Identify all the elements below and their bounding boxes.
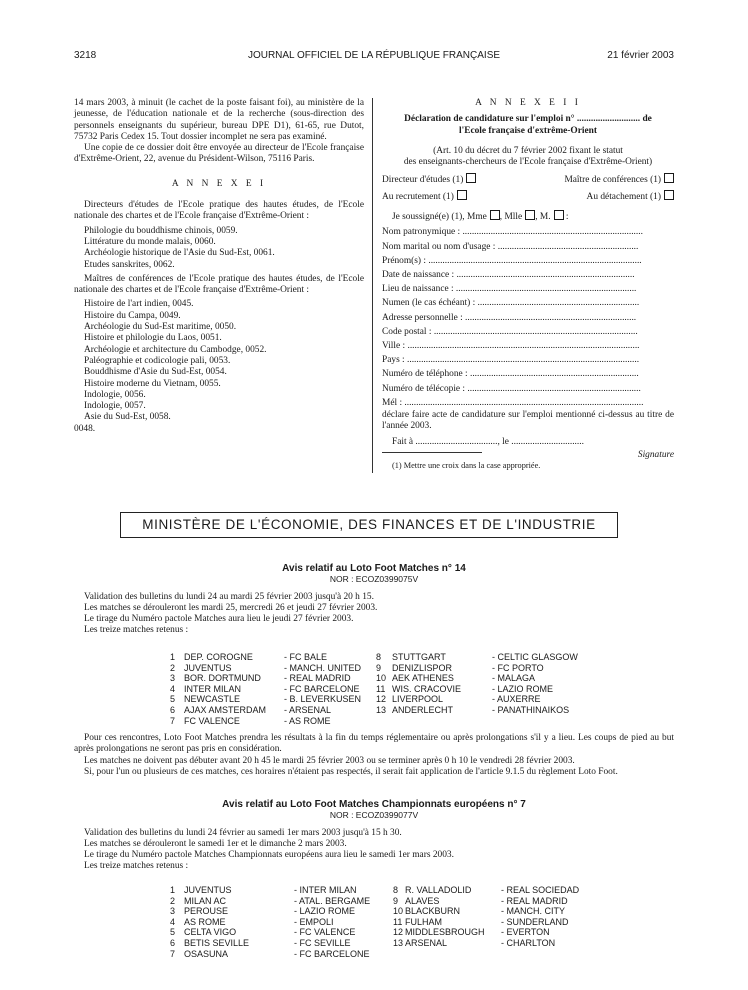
table-row: 2 JUVENTUS - MANCH. UNITED xyxy=(170,662,361,673)
list-item: Etudes sanskrites, 0062. xyxy=(84,259,175,270)
avis-2-line: Le tirage du Numéro pactole Matches Championnats européens aura lieu le samedi 1er mars 2003. xyxy=(84,850,454,861)
journal-title: JOURNAL OFFICIEL DE LA RÉPUBLIQUE FRANÇAISE xyxy=(247,50,501,61)
recrutement-checkbox[interactable] xyxy=(457,190,467,200)
table-row: 6 BETIS SEVILLE - FC SEVILLE xyxy=(170,937,351,948)
field-date-naissance[interactable]: Date de naissance : ............................................................................ xyxy=(382,269,635,280)
field-adresse[interactable]: Adresse personnelle : ......................................................................... xyxy=(382,312,637,323)
fait-a-line[interactable]: Fait à ..................................., le ............................... xyxy=(392,436,584,447)
mode-choice xyxy=(382,190,674,203)
declaration-subtitle: l'Ecole française d'extrême-Orient xyxy=(459,125,597,136)
table-row: 10 AEK ATHENES - MALAGA xyxy=(376,673,536,684)
table-row: 6 AJAX AMSTERDAM - ARSENAL xyxy=(170,704,332,715)
avis-1-matches-right xyxy=(376,652,592,716)
avis-2-line: Les matches se dérouleront le samedi 1er et le dimanche 2 mars 2003. xyxy=(84,838,347,849)
avis-1-rules xyxy=(74,733,674,778)
list-item: Histoire et philologie du Laos, 0051. xyxy=(84,333,222,344)
declaration-title: Déclaration de candidature sur l'emploi n° ........................... de xyxy=(404,114,652,125)
detachement-checkbox[interactable] xyxy=(664,190,674,200)
civility-line: Je soussigné(e) (1), Mme , Mlle , M. : xyxy=(392,212,569,223)
avis-2-matches-left xyxy=(170,885,404,959)
table-row: 4 AS ROME - EMPOLI xyxy=(170,916,334,927)
detachement-option: Au détachement (1) xyxy=(587,190,674,203)
candidate-fields xyxy=(382,225,674,410)
avis-1-line: Les treize matches retenus : xyxy=(84,625,189,636)
signature-label: Signature xyxy=(637,449,674,460)
annexe-1-title: A N N E X E I xyxy=(171,178,267,189)
list-item: Archéologie et architecture du Cambodge, 0052. xyxy=(84,344,267,355)
table-row: 12 LIVERPOOL - AUXERRE xyxy=(376,694,541,705)
avis-2-nor: NOR : ECOZ0399077V xyxy=(329,810,419,821)
directeurs-list xyxy=(84,226,364,271)
avis-1-title: Avis relatif au Loto Foot Matches n° 14 xyxy=(282,563,466,574)
table-row: 13 ARSENAL - CHARLTON xyxy=(393,937,556,948)
field-telecopie[interactable]: Numéro de télécopie : .......................................................................... xyxy=(382,383,641,394)
table-row: 1 DEP. COROGNE - FC BALE xyxy=(170,652,328,662)
maitre-option: Maître de conférences (1) xyxy=(564,173,674,186)
avis-2-line: Les treize matches retenus : xyxy=(84,861,189,872)
m-checkbox[interactable] xyxy=(554,210,564,220)
table-row: 2 MILAN AC - ATAL. BERGAME xyxy=(170,895,371,906)
field-pays[interactable]: Pays : ................................................................................................... xyxy=(382,355,640,366)
field-nom-patronymique[interactable]: Nom patronymique : ............................................................................. xyxy=(382,227,643,238)
footnote-rule xyxy=(382,452,482,453)
copy-paragraph: Une copie de ce dossier doit être envoyée au directeur de l'Ecole française d'Extrême-Orient, 22, avenue du Président-Wilson, 75116 Paris. xyxy=(74,143,364,165)
rules-paragraph: Pour ces rencontres, Loto Foot Matches prendra les résultats à la fin du temps réglementaire ou après prolongations s'il y a lieu. Les coups de pied au but après prolongations ne seront pas pris en considération. xyxy=(74,733,674,755)
maitres-list xyxy=(74,299,364,435)
mme-checkbox[interactable] xyxy=(490,210,500,220)
avis-2-line: Validation des bulletins du lundi 24 février au samedi 1er mars 2003 jusqu'à 15 h 30. xyxy=(84,827,402,838)
mlle-checkbox[interactable] xyxy=(525,210,535,220)
issue-date: 21 février 2003 xyxy=(607,50,674,61)
ministry-banner: MINISTÈRE DE L'ÉCONOMIE, DES FINANCES ET DE L'INDUSTRIE xyxy=(120,512,618,538)
field-ville[interactable]: Ville : ................................................................................................... xyxy=(382,341,640,351)
avis-loto-14 xyxy=(74,563,674,637)
position-choice xyxy=(382,173,674,186)
footnote: (1) Mettre une croix dans la case appropriée. xyxy=(392,461,541,470)
table-row: 12 MIDDLESBROUGH - EVERTON xyxy=(393,927,550,938)
list-item: Indologie, 0056. xyxy=(84,389,146,400)
list-item: Histoire de l'art indien, 0045. xyxy=(84,299,194,310)
table-row: 9 ALAVES - REAL MADRID xyxy=(393,895,568,906)
avis-2-title: Avis relatif au Loto Foot Matches Championnats européens n° 7 xyxy=(222,799,526,810)
table-row: 8 STUTTGART - CELTIC GLASGOW xyxy=(376,652,578,662)
decree-reference-2: des enseignants-chercheurs de l'Ecole française d'Extrême-Orient) xyxy=(403,157,653,168)
list-item: Histoire moderne du Vietnam, 0055. xyxy=(84,378,221,389)
table-row: 11 FULHAM - SUNDERLAND xyxy=(393,916,569,927)
rules-paragraph: Les matches ne doivent pas débuter avant 20 h 45 le mardi 25 février 2003 ou se terminer après 0 h 10 le vendredi 28 février 2003. xyxy=(84,755,575,766)
list-item: Asie du Sud-Est, 0058. xyxy=(84,412,171,423)
list-item: Littérature du monde malais, 0060. xyxy=(84,236,216,247)
avis-1-line: Les matches se dérouleront les mardi 25, mercredi 26 et jeudi 27 février 2003. xyxy=(84,602,378,613)
avis-1-nor: NOR : ECOZ0399075V xyxy=(329,574,419,585)
list-item: Archéologie du Sud-Est maritime, 0050. xyxy=(84,322,237,333)
field-nom-marital[interactable]: Nom marital ou nom d'usage : ............................................................ xyxy=(382,241,639,252)
table-row: 10 BLACKBURN - MANCH. CITY xyxy=(393,906,565,917)
field-prenoms[interactable]: Prénom(s) : ........................................................................................... xyxy=(382,255,642,266)
table-row: 5 CELTA VIGO - FC VALENCE xyxy=(170,927,356,938)
maitres-intro: Maîtres de conférences de l'Ecole pratique des hautes études, de l'Ecole nationale des chartes et de l'Ecole française d'Extrême-Orient : xyxy=(74,273,364,296)
left-column xyxy=(74,98,364,435)
table-row: 9 DENIZLISPOR - FC PORTO xyxy=(376,662,544,673)
list-item: Philologie du bouddhisme chinois, 0059. xyxy=(84,225,238,236)
column-divider xyxy=(372,98,373,473)
table-row: 3 BOR. DORTMUND - REAL MADRID xyxy=(170,673,351,684)
decree-reference: (Art. 10 du décret du 7 février 2002 fixant le statut xyxy=(433,145,623,156)
maitre-checkbox[interactable] xyxy=(664,173,674,183)
table-row: 7 FC VALENCE - AS ROME xyxy=(170,715,331,726)
table-row: 7 OSASUNA - FC BARCELONE xyxy=(170,948,370,959)
field-mel[interactable]: Mél : ...................................................................................................... xyxy=(382,397,644,408)
table-row: 5 NEWCASTLE - B. LEVERKUSEN xyxy=(170,694,362,705)
right-column xyxy=(382,98,674,461)
list-item: Paléographie et codicologie pali, 0053. xyxy=(84,355,231,366)
avis-1-line: Validation des bulletins du lundi 24 au mardi 25 février 2003 jusqu'à 20 h 15. xyxy=(84,591,374,602)
directeur-option: Directeur d'études (1) xyxy=(382,173,476,186)
table-row: 3 PEROUSE - LAZIO ROME xyxy=(170,906,356,917)
field-lieu-naissance[interactable]: Lieu de naissance : ............................................................................. xyxy=(382,284,637,295)
page-number: 3218 xyxy=(74,50,97,61)
avis-2-matches-right xyxy=(393,885,601,949)
table-row: 8 R. VALLADOLID - REAL SOCIEDAD xyxy=(393,885,580,895)
list-item: Bouddhisme d'Asie du Sud-Est, 0054. xyxy=(84,367,227,378)
table-row: 4 INTER MILAN - FC BARCELONE xyxy=(170,683,360,694)
recrutement-option: Au recrutement (1) xyxy=(382,190,467,203)
directeur-checkbox[interactable] xyxy=(466,173,476,183)
field-telephone[interactable]: Numéro de téléphone : ........................................................................ xyxy=(382,369,639,380)
avis-1-line: Le tirage du Numéro pactole Matches aura lieu le jeudi 27 février 2003. xyxy=(84,614,354,625)
annexe-2-title: A N N E X E I I xyxy=(475,98,581,108)
list-item: Indologie, 0057. xyxy=(84,401,146,412)
table-row: 13 ANDERLECHT - PANATHINAIKOS xyxy=(376,704,570,715)
field-code-postal[interactable]: Code postal : ....................................................................................... xyxy=(382,326,638,337)
table-row: 11 WIS. CRACOVIE - LAZIO ROME xyxy=(376,683,554,694)
list-item: 0048. xyxy=(74,423,96,434)
list-item: Histoire du Campa, 0049. xyxy=(84,310,181,321)
directeurs-intro: Directeurs d'études de l'Ecole pratique des hautes études, de l'Ecole nationale des chartes et de l'Ecole française d'Extrême-Orient : xyxy=(74,200,364,222)
field-numen[interactable]: Numen (le cas échéant) : ..................................................................... xyxy=(382,298,640,309)
declaration-text: déclare faire acte de candidature sur l'emploi mentionné ci-dessus au titre de l'année 2003. xyxy=(382,410,674,432)
table-row: 1 JUVENTUS - INTER MILAN xyxy=(170,885,357,895)
list-item: Archéologie historique de l'Asie du Sud-Est, 0061. xyxy=(84,248,275,259)
rules-paragraph: Si, pour l'un ou plusieurs de ces matches, ces horaires n'étaient pas respectés, il serait fait application de l'article 9.1.5 du règlement Loto Foot. xyxy=(84,766,618,777)
avis-1-matches-left xyxy=(170,652,384,726)
submission-paragraph: 14 mars 2003, à minuit (le cachet de la poste faisant foi), au ministère de la jeunesse, de l'éducation nationale et de la recherche (sous-direction des personnels enseignants du supérieur, bureau DPE D1), 61-65, rue Dutot, 75732 Paris Cedex 15. Tout dossier incomplet ne sera pas examiné. xyxy=(74,98,364,142)
avis-loto-euro-7 xyxy=(74,799,674,873)
